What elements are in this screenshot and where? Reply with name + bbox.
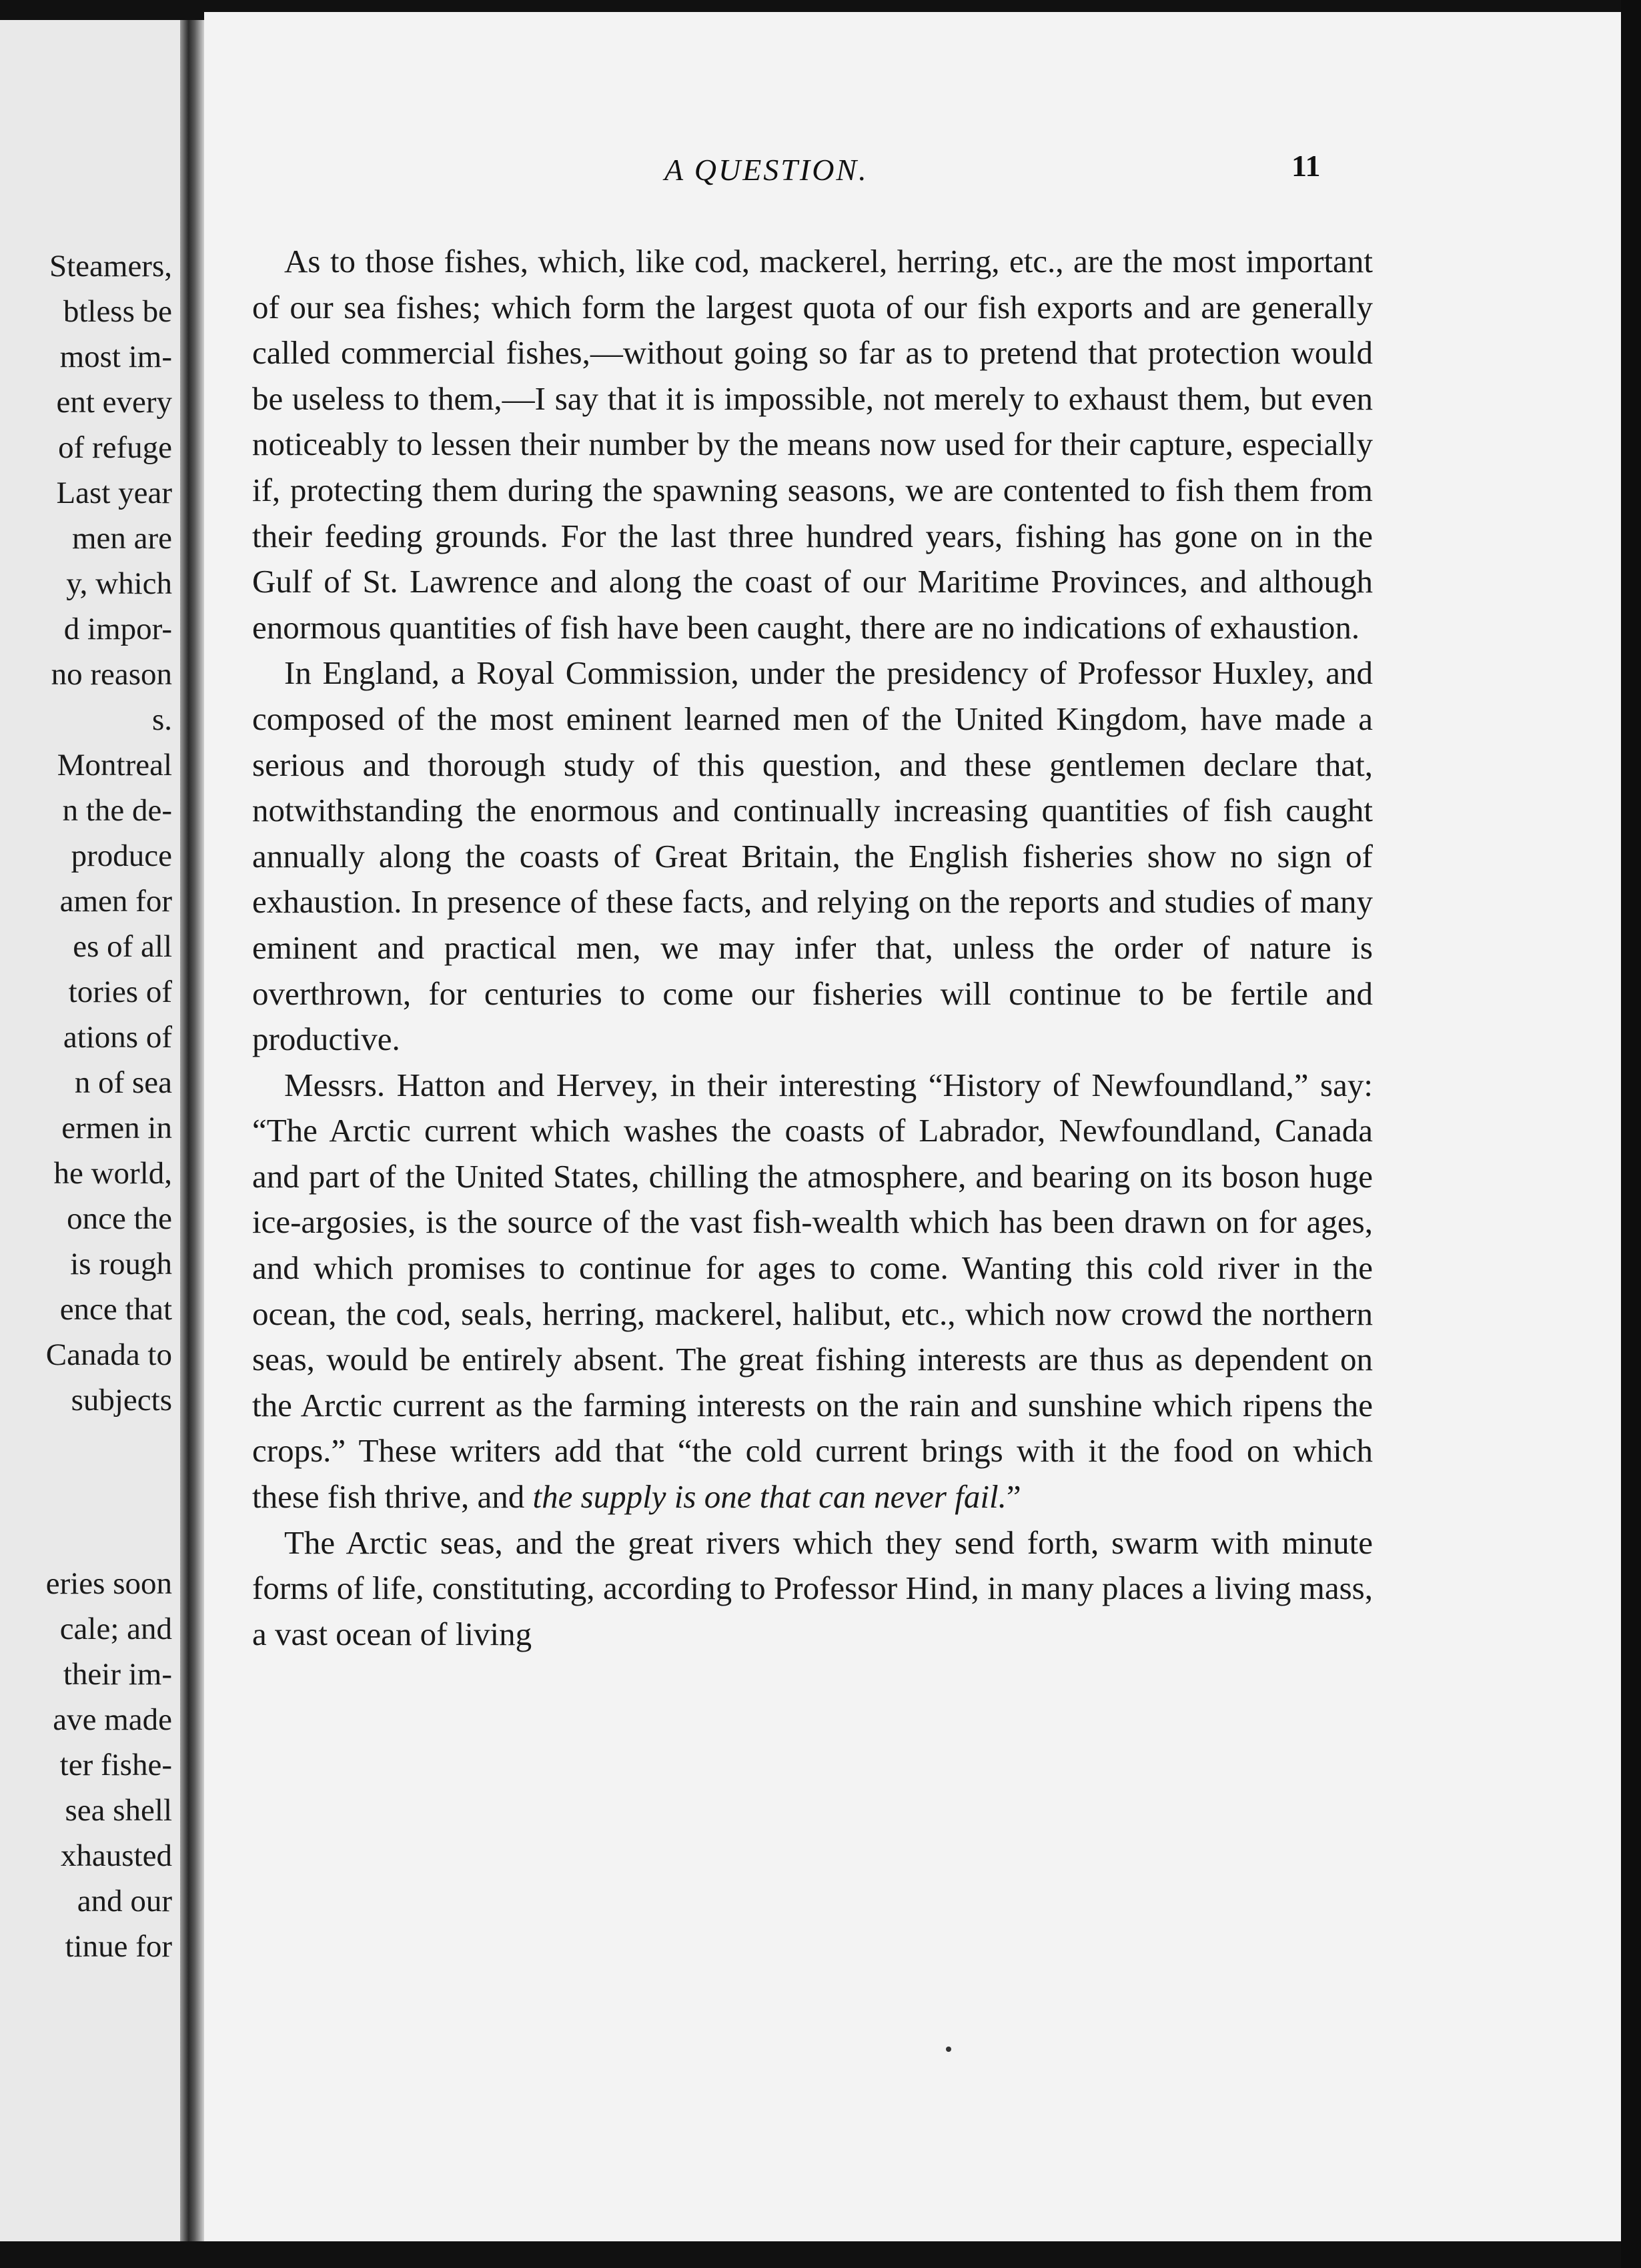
facing-page-line: eries soon — [45, 1566, 172, 1601]
facing-page-line: no reason — [51, 657, 172, 692]
facing-page-line: Canada to — [45, 1337, 172, 1372]
facing-page-line: sea shell — [65, 1793, 172, 1828]
facing-page-line: Last year — [56, 476, 172, 510]
book-binding-gutter — [180, 20, 204, 2241]
facing-page-line: their im- — [63, 1657, 172, 1692]
facing-page-line: n the de- — [62, 793, 172, 828]
facing-page-line: ations of — [63, 1020, 172, 1055]
facing-page-line: btless be — [63, 294, 172, 329]
facing-page-line: Steamers, — [49, 249, 172, 284]
facing-page-line: of refuge — [58, 430, 172, 465]
facing-page-line: ter fishe- — [59, 1748, 172, 1782]
facing-page-line: ence that — [59, 1292, 172, 1327]
paragraph-4: The Arctic seas, and the great rivers which they send forth, swarm with minute forms of life, constituting, according to Professor Hind, in many places a living mass, a vast ocean of living — [252, 1524, 1373, 1652]
facing-page-line: and our — [77, 1884, 172, 1918]
paragraph-3-text: Messrs. Hatton and Hervey, in their interesting “History of Newfoundland,” say: “The Arctic current which washes the coasts of Labrador, Newfoundland, Canada and part of the United States, chilling the atmosphere, and bearing on its boson huge ice-argosies, is the source of the vast fish-wealth which has been drawn on for ages, and which promises to continue for ages to come. Wanting this cold river in the ocean, the cod, seals, herring, mackerel, halibut, etc., which now crowd the northern seas, would be entirely absent. The great fishing interests are thus as dependent on the Arctic current as the farming interests on the rain and sunshine which ripens the crops.” These writers add that “the cold current brings with it the food on which these fish thrive, and — [252, 1066, 1373, 1516]
facing-page-line: ermen in — [61, 1111, 172, 1145]
facing-page-line: s. — [151, 702, 172, 737]
paragraph-2: In England, a Royal Commission, under the presidency of Professor Huxley, and composed of the most eminent learned men of the United Kingdom, have made a serious and thorough study of this question, and these gentlemen declare that, notwithstanding the enormous and continually increasing quantities of fish caught annually along the coasts of Great Britain, the English fisheries show no sign of exhaustion. In presence of these facts, and relying on the reports and studies of many eminent and practical men, we may infer that, unless the order of nature is overthrown, for centuries to come our fisheries will continue to be fertile and productive. — [252, 654, 1373, 1058]
book-page — [204, 12, 1621, 2241]
facing-page-line: produce — [71, 838, 172, 873]
paragraph-3 — [252, 1063, 1373, 1520]
facing-page-line: subjects — [71, 1383, 172, 1418]
facing-page-line: he world, — [53, 1156, 172, 1191]
ink-dot — [946, 2047, 951, 2052]
facing-page-line: tinue for — [65, 1929, 172, 1964]
facing-page-line: most im- — [59, 340, 172, 374]
facing-page-line: once the — [67, 1201, 172, 1236]
facing-page-line: is rough — [70, 1247, 172, 1281]
facing-page-line: xhausted — [60, 1838, 172, 1873]
page-body — [252, 239, 1373, 1657]
paragraph-1: As to those fishes, which, like cod, mackerel, herring, etc., are the most important of our sea fishes; which form the largest quota of our fish exports and are generally called commercial fishes,—without going so far as to pretend that protection would be useless to them,—I say that it is impossible, not merely to exhaust them, but even noticeably to lessen their number by the means now used for their capture, especially if, protecting them during the spawning seasons, we are contented to fish them from their feeding grounds. For the last three hundred years, fishing has gone on in the Gulf of St. Lawrence and along the coast of our Maritime Provinces, and although enormous quantities of fish have been caught, there are no indications of exhaustion. — [252, 243, 1373, 646]
facing-page-line: y, which — [66, 566, 172, 601]
facing-page-line: Montreal — [57, 748, 172, 782]
paragraph-3-closing-quote: ” — [1006, 1478, 1021, 1516]
scan-edge — [1621, 0, 1641, 2268]
facing-page-line: men are — [71, 521, 172, 556]
facing-page-line: d impor- — [63, 612, 172, 646]
facing-page-line: ave made — [53, 1702, 172, 1737]
facing-page-fragment — [0, 20, 180, 2241]
facing-page-line: tories of — [68, 975, 172, 1009]
facing-page-line: ent every — [56, 385, 172, 420]
facing-page-line: es of all — [73, 929, 172, 964]
running-head-title: A QUESTION. — [664, 153, 869, 187]
facing-page-line: n of sea — [74, 1065, 172, 1100]
facing-page-line: amen for — [59, 884, 172, 919]
page-number: 11 — [1291, 149, 1321, 183]
facing-page-line: cale; and — [59, 1612, 172, 1646]
paragraph-3-italic-quote: the supply is one that can never fail. — [532, 1478, 1007, 1516]
